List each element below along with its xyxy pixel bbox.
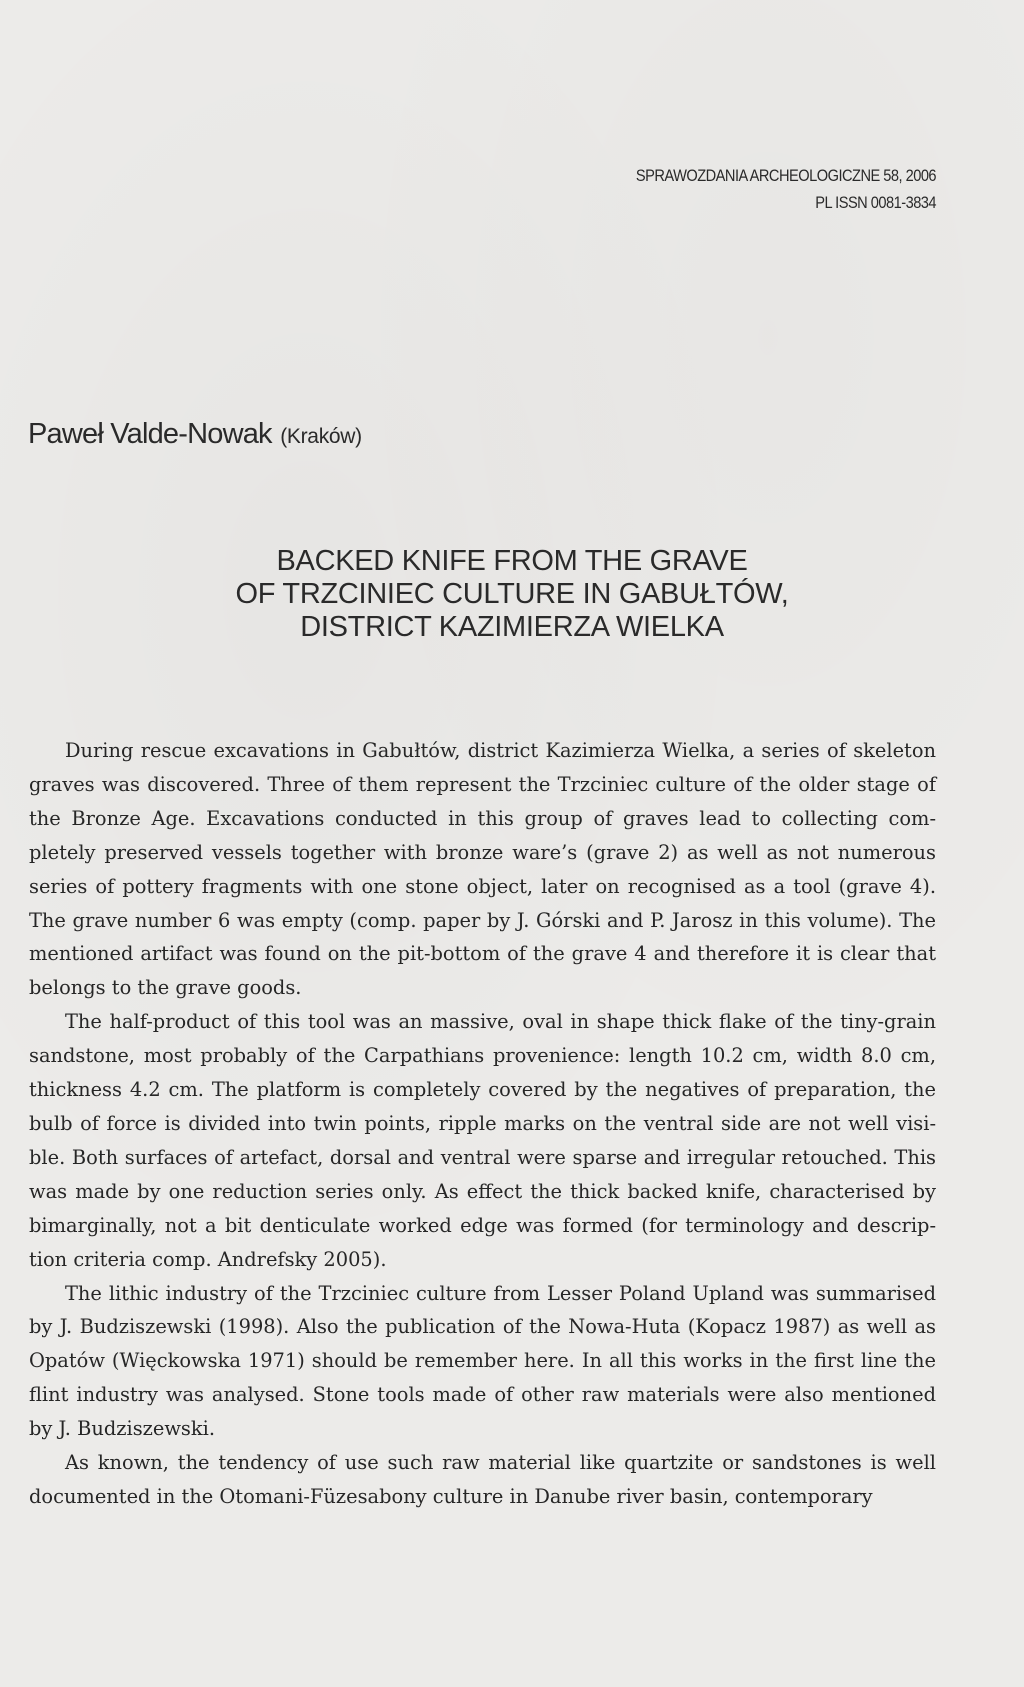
issn-line: PL ISSN 0081-3834 bbox=[815, 193, 936, 212]
title-line-1: BACKED KNIFE FROM THE GRAVE bbox=[276, 545, 748, 577]
article-title bbox=[0, 545, 1024, 644]
body-paragraph-2: The half-product of this tool was an massive, oval in shape thick flake of the tiny-grain sandstone, most probably of the Carpathians provenience: length 10.2 cm, width 8.0 cm, thickness 4.2 cm. The platform is completely covered by the negatives of preparation, the bulb of force is divided into twin points, ripple marks on the ventral side are not well visible. Both surfaces of artefact, dorsal and ventral were sparse and irregular retouched. This was made by one reduction series only. As effect the thick backed knife, characterised by bimarginally, not a bit denticulate worked edge was formed (for terminology and description criteria comp. Andrefsky 2005). bbox=[29, 1010, 936, 1271]
journal-header bbox=[636, 162, 936, 216]
title-line-3: DISTRICT KAZIMIERZA WIELKA bbox=[300, 611, 724, 643]
title-line-2: OF TRZCINIEC CULTURE IN GABUŁTÓW, bbox=[235, 578, 789, 610]
author-affiliation: (Kraków) bbox=[280, 425, 362, 448]
body-paragraph-4: As known, the tendency of use such raw material like quartzite or sandstones is well documented in the Otomani-Füzesabony culture in Danube river basin, contemporary bbox=[29, 1451, 936, 1508]
author-line bbox=[28, 418, 362, 451]
journal-name-line: SPRAWOZDANIA ARCHEOLOGICZNE 58, 2006 bbox=[635, 166, 936, 185]
author-name: Paweł Valde-Nowak bbox=[28, 418, 272, 450]
article-body bbox=[29, 734, 936, 1514]
body-paragraph-1: During rescue excavations in Gabułtów, district Kazimierza Wielka, a series of skeleton graves was discovered. Three of them represent the Trzciniec culture of the older stage of the Bronze Age. Excavations conducted in this group of graves lead to collecting completely preserved vessels together with bronze ware’s (grave 2) as well as not numerous series of pottery fragments with one stone object, later on recognised as a tool (grave 4). The grave number 6 was empty (comp. paper by J. Górski and P. Jarosz in this volume). The mentioned artifact was found on the pit-bottom of the grave 4 and therefore it is clear that belongs to the grave goods. bbox=[29, 739, 936, 1000]
body-paragraph-3: The lithic industry of the Trzciniec culture from Lesser Poland Upland was summarised by J. Budziszewski (1998). Also the publication of the Nowa-Huta (Kopacz 1987) as well as Opatów (Więckowska 1971) should be remember here. In all this works in the first line the flint industry was analysed. Stone tools made of other raw materials were also mentioned by J. Budziszewski. bbox=[29, 1281, 936, 1441]
